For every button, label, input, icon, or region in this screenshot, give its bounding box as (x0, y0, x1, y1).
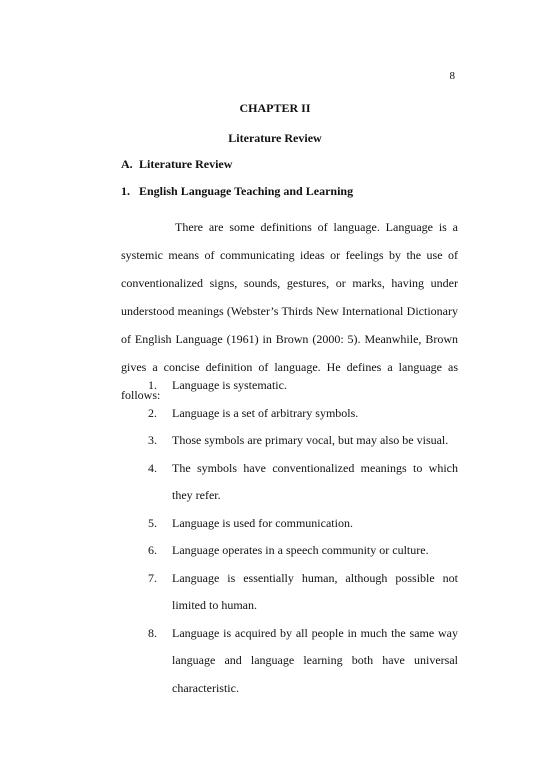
list-item (148, 537, 458, 565)
list-item-number: 3. (148, 433, 157, 447)
list-item (148, 620, 458, 703)
list-item-number: 8. (148, 625, 157, 640)
list-item (148, 427, 458, 455)
list-item-text: Language is acquired by all people in much the same way language and language learning both have universal characteristic. (172, 625, 458, 695)
list-item-text: Those symbols are primary vocal, but may also be visual. (172, 433, 449, 447)
section-heading-a (121, 157, 232, 172)
list-item-text: Language is essentially human, although possible not limited to human. (172, 570, 458, 612)
list-item (148, 455, 458, 510)
list-item (148, 372, 458, 400)
list-item (148, 565, 458, 620)
section-1-title: English Language Teaching and Learning (139, 184, 354, 198)
chapter-title: CHAPTER II (239, 101, 311, 115)
section-1-marker: 1. (121, 184, 130, 198)
list-item-number: 5. (148, 515, 157, 530)
definition-list (148, 372, 458, 702)
section-a-marker: A. (121, 157, 133, 171)
page-number: 8 (449, 70, 455, 82)
list-item (148, 400, 458, 428)
section-a-title: Literature Review (139, 157, 233, 171)
list-item-number: 7. (148, 570, 157, 585)
list-item-text: Language operates in a speech community or culture. (172, 543, 429, 557)
list-item-text: The symbols have conventionalized meanings to which they refer. (172, 460, 458, 502)
list-item-number: 6. (148, 543, 157, 557)
list-item-text: Language is systematic. (172, 378, 287, 392)
chapter-subtitle: Literature Review (228, 131, 322, 145)
list-item-text: Language is used for communication. (172, 515, 353, 530)
body-paragraph: There are some definitions of language. Language is a systemic means of communicating ideas or feelings by the use of conventionalized signs, sounds, gestures, or marks, having under understood meanings (Webster’s Thirds New International Dictionary of English Language (1961) in Brown (2000: 5). Meanwhile, Brown gives a concise definition of language. He defines a language as follows: (121, 220, 458, 402)
section-heading-1 (121, 184, 353, 199)
list-item-number: 4. (148, 460, 157, 475)
list-item-number: 2. (148, 405, 157, 420)
list-item-number: 1. (148, 378, 157, 392)
list-item-text: Language is a set of arbitrary symbols. (172, 405, 359, 420)
list-item (148, 510, 458, 538)
